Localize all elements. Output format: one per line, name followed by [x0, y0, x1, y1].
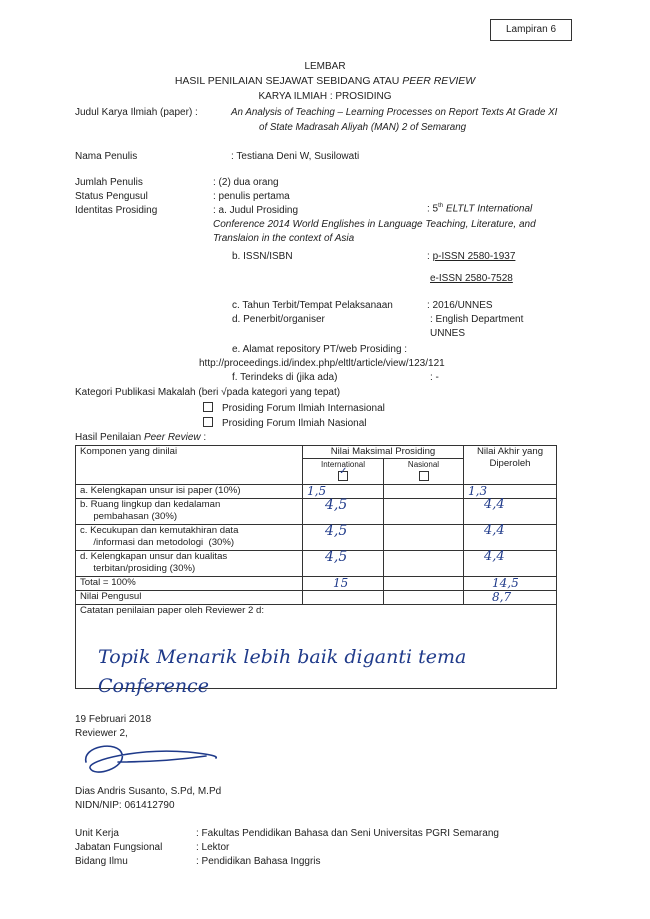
identitas-b-pissn: p-ISSN 2580-1937	[432, 251, 516, 262]
lampiran-box: Lampiran 6	[490, 19, 572, 41]
row-label-line1: d. Kelengkapan unsur dan kualitas	[80, 551, 228, 562]
identitas-a-sup: th	[438, 203, 444, 209]
hasil-label-suffix: :	[200, 432, 207, 443]
table-row	[76, 551, 557, 577]
row-d-max: 4,5	[303, 551, 384, 577]
jumlah-penulis-label: Jumlah Penulis	[75, 177, 143, 188]
identitas-f-label: f. Terindeks di (jika ada)	[232, 372, 338, 383]
identitas-e-value: http://proceedings.id/index.php/eltlt/article/view/123/121	[199, 358, 445, 369]
header-line1: LEMBAR	[304, 61, 346, 72]
bidang-value: : Pendidikan Bahasa Inggris	[196, 856, 321, 867]
identitas-d-value2: UNNES	[430, 328, 466, 339]
kategori-opt2-label: Prosiding Forum Ilmiah Nasional	[222, 418, 367, 429]
judul-line2: of State Madrasah Aliyah (MAN) 2 of Semarang	[259, 122, 467, 133]
kategori-opt2-checkbox[interactable]	[203, 417, 213, 427]
unit-kerja-label: Unit Kerja	[75, 828, 119, 839]
row-b-nasional	[384, 499, 464, 525]
kategori-opt1-label: Prosiding Forum Ilmiah Internasional	[222, 403, 385, 414]
hasil-label-prefix: Hasil Penilaian	[75, 432, 144, 443]
row-b-akhir: 4,4	[464, 499, 557, 525]
table-row	[76, 525, 557, 551]
pengusul-nasional	[384, 591, 464, 605]
bidang-label: Bidang Ilmu	[75, 856, 128, 867]
table-row	[76, 591, 557, 605]
identitas-label: Identitas Prosiding	[75, 205, 158, 216]
kategori-opt2	[203, 417, 367, 429]
row-label-line2: pembahasan (30%)	[80, 511, 178, 522]
kategori-opt1	[203, 402, 385, 414]
catatan-line1: Topik Menarik lebih baik diganti tema	[98, 646, 467, 668]
identitas-a-value2: Conference 2014 World Englishes in Language Teaching, Literature, and	[213, 219, 536, 230]
nama-penulis-label: Nama Penulis	[75, 151, 138, 162]
reviewer-label: Reviewer 2,	[75, 728, 128, 739]
check-mark-icon: ✓	[339, 466, 348, 477]
kategori-opt1-checkbox[interactable]	[203, 402, 213, 412]
nama-penulis-value: : Testiana Deni W, Susilowati	[231, 151, 360, 162]
col-international-label: International	[320, 460, 366, 469]
identitas-f-value: : -	[430, 372, 439, 383]
identitas-b-label: b. ISSN/ISBN	[232, 251, 293, 262]
row-b-label	[76, 499, 303, 525]
row-label-line2: terbitan/prosiding (30%)	[80, 563, 196, 574]
pengusul-label: Nilai Pengusul	[76, 591, 303, 605]
row-a-label	[76, 485, 303, 499]
row-b-max: 4,5	[303, 499, 384, 525]
status-pengusul-value: : penulis pertama	[213, 191, 290, 202]
jumlah-penulis-value: : (2) dua orang	[213, 177, 279, 188]
row-d-label	[76, 551, 303, 577]
row-c-label	[76, 525, 303, 551]
nasional-checkbox[interactable]	[419, 471, 429, 481]
kategori-label: Kategori Publikasi Makalah (beri √pada kategori yang tepat)	[75, 387, 341, 398]
status-pengusul-label: Status Pengusul	[75, 191, 148, 202]
row-label-line1: b. Ruang lingkup dan kedalaman	[80, 499, 221, 510]
identitas-a-sep: : 5	[427, 203, 439, 215]
total-akhir: 14,5	[464, 577, 557, 591]
signature-icon	[78, 732, 228, 780]
row-c-max: 4,5	[303, 525, 384, 551]
reviewer-name: Dias Andris Susanto, S.Pd, M.Pd	[75, 786, 222, 797]
jabatan-value: : Lektor	[196, 842, 230, 853]
row-d-nasional	[384, 551, 464, 577]
header-line3: KARYA ILMIAH : PROSIDING	[258, 91, 392, 102]
row-label-line1: a. Kelengkapan unsur isi paper (10%)	[80, 485, 241, 496]
row-c-akhir: 4,4	[464, 525, 557, 551]
jabatan-label: Jabatan Fungsional	[75, 842, 163, 853]
header-line2-italic: PEER REVIEW	[402, 75, 476, 87]
table-row	[76, 499, 557, 525]
col-akhir-line2: Diperoleh	[489, 458, 531, 469]
row-label-line1: c. Kecukupan dan kemutakhiran data	[80, 525, 239, 536]
pengusul-value: 8,7	[464, 591, 557, 605]
identitas-e-label: e. Alamat repository PT/web Prosiding :	[232, 344, 408, 355]
table-row	[76, 577, 557, 591]
hasil-label	[75, 432, 206, 443]
identitas-b-sep: :	[427, 251, 433, 262]
identitas-c-label: c. Tahun Terbit/Tempat Pelaksanaan	[232, 300, 393, 311]
total-max: 15	[303, 577, 384, 591]
identitas-b-eissn: e-ISSN 2580-7528	[430, 273, 513, 284]
col-komponen-header: Komponen yang dinilai	[76, 446, 303, 485]
identitas-a-value1	[427, 203, 532, 214]
judul-line1: An Analysis of Teaching – Learning Processes on Report Texts At Grade XI	[231, 107, 558, 118]
row-c-nasional	[384, 525, 464, 551]
identitas-a-value3: Translaion in the context of Asia	[213, 233, 355, 244]
identitas-d-label: d. Penerbit/organiser	[232, 314, 325, 325]
header-line2	[0, 75, 650, 87]
col-akhir-header	[464, 446, 557, 485]
header-line2-prefix: HASIL PENILAIAN SEJAWAT SEBIDANG ATAU	[174, 75, 403, 87]
row-label-line2: /informasi dan metodologi (30%)	[80, 537, 235, 548]
row-a-akhir: 1,3	[464, 485, 557, 499]
international-checkbox[interactable]	[338, 466, 348, 481]
pengusul-max	[303, 591, 384, 605]
total-label: Total = 100%	[76, 577, 303, 591]
judul-label: Judul Karya Ilmiah (paper) :	[75, 107, 198, 118]
identitas-d-value1: : English Department	[430, 314, 524, 325]
identitas-b-value	[427, 251, 515, 262]
reviewer-nidn: NIDN/NIP: 061412790	[75, 800, 175, 811]
col-nasional-label: Nasional	[407, 460, 440, 469]
tanggal: 19 Februari 2018	[75, 714, 152, 725]
row-d-akhir: 4,4	[464, 551, 557, 577]
row-a-max: 1,5	[303, 485, 384, 499]
catatan-line2: Conference	[98, 675, 209, 697]
identitas-c-value: : 2016/UNNES	[427, 300, 493, 311]
total-nasional	[384, 577, 464, 591]
unit-kerja-value: : Fakultas Pendidikan Bahasa dan Seni Universitas PGRI Semarang	[196, 828, 499, 839]
col-nasional-header	[384, 459, 464, 485]
identitas-a-value1-text: ELTLT International	[443, 203, 533, 215]
identitas-a-label: : a. Judul Prosiding	[213, 205, 299, 216]
hasil-label-italic: Peer Review	[143, 432, 201, 443]
col-international-header	[303, 459, 384, 485]
catatan-label: Catatan penilaian paper oleh Reviewer 2 d:	[80, 605, 265, 616]
row-a-nasional	[384, 485, 464, 499]
col-akhir-line1: Nilai Akhir yang	[476, 446, 544, 457]
col-max-header: Nilai Maksimal Prosiding	[303, 446, 464, 459]
